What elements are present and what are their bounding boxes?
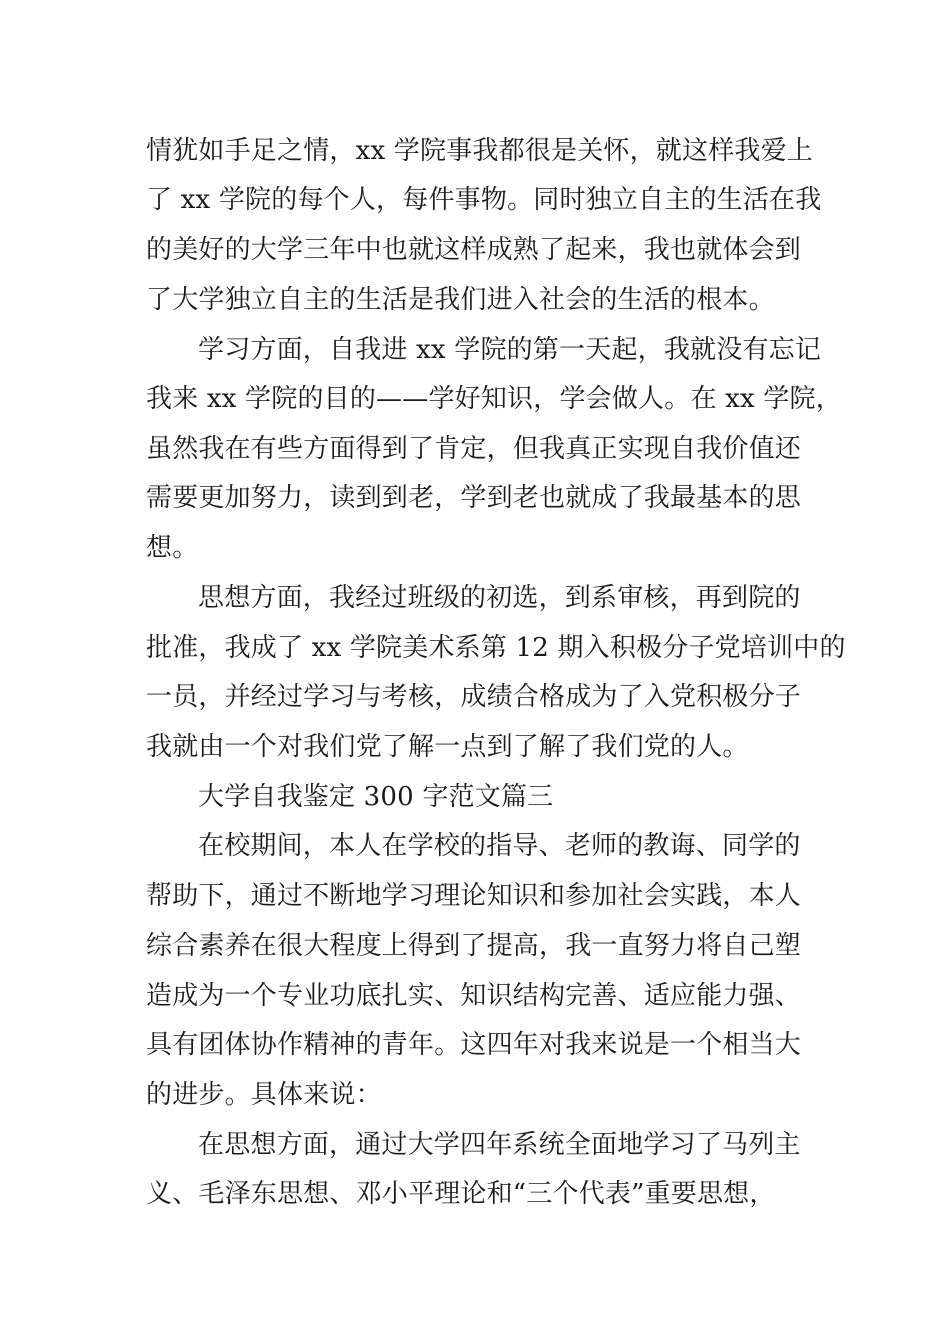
text-line: 了大学独立自主的生活是我们进入社会的生活的根本。 [146, 285, 775, 315]
text-line: 我就由一个对我们党了解一点到了解了我们党的人。 [146, 732, 749, 762]
text-line: 的美好的大学三年中也就这样成熟了起来，我也就体会到 [146, 235, 802, 265]
paragraph-first-line: 学习方面，自我进 xx 学院的第一天起，我就没有忘记 [198, 335, 822, 365]
text-line: 一员，并经过学习与考核，成绩合格成为了入党积极分子 [146, 682, 802, 712]
text-line: 虽然我在有些方面得到了肯定，但我真正实现自我价值还 [146, 434, 802, 464]
text-line: 具有团体协作精神的青年。这四年对我来说是一个相当大 [146, 1030, 802, 1060]
text-line: 义、毛泽东思想、邓小平理论和“三个代表”重要思想， [146, 1179, 776, 1209]
paragraph-first-line: 在校期间，本人在学校的指导、老师的教诲、同学的 [198, 831, 801, 861]
section-heading: 大学自我鉴定 300 字范文篇三 [198, 782, 554, 812]
text-line: 造成为一个专业功底扎实、知识结构完善、适应能力强、 [146, 981, 802, 1011]
paragraph-first-line: 思想方面，我经过班级的初选，到系审核，再到院的 [198, 583, 801, 613]
text-line: 批准，我成了 xx 学院美术系第 12 期入积极分子党培训中的 [146, 633, 846, 663]
text-line: 情犹如手足之情，xx 学院事我都很是关怀，就这样我爱上 [146, 136, 813, 166]
text-line: 的进步。具体来说： [146, 1080, 382, 1110]
text-line: 想。 [146, 533, 199, 563]
text-line: 综合素养在很大程度上得到了提高，我一直努力将自己塑 [146, 931, 802, 961]
text-line: 帮助下，通过不断地学习理论知识和参加社会实践，本人 [146, 881, 802, 911]
text-line: 需要更加努力，读到到老，学到老也就成了我最基本的思 [146, 483, 802, 513]
text-line: 我来 xx 学院的目的——学好知识，学会做人。在 xx 学院， [146, 384, 842, 414]
paragraph-first-line: 在思想方面，通过大学四年系统全面地学习了马列主 [198, 1130, 801, 1160]
text-line: 了 xx 学院的每个人，每件事物。同时独立自主的生活在我 [146, 185, 822, 215]
